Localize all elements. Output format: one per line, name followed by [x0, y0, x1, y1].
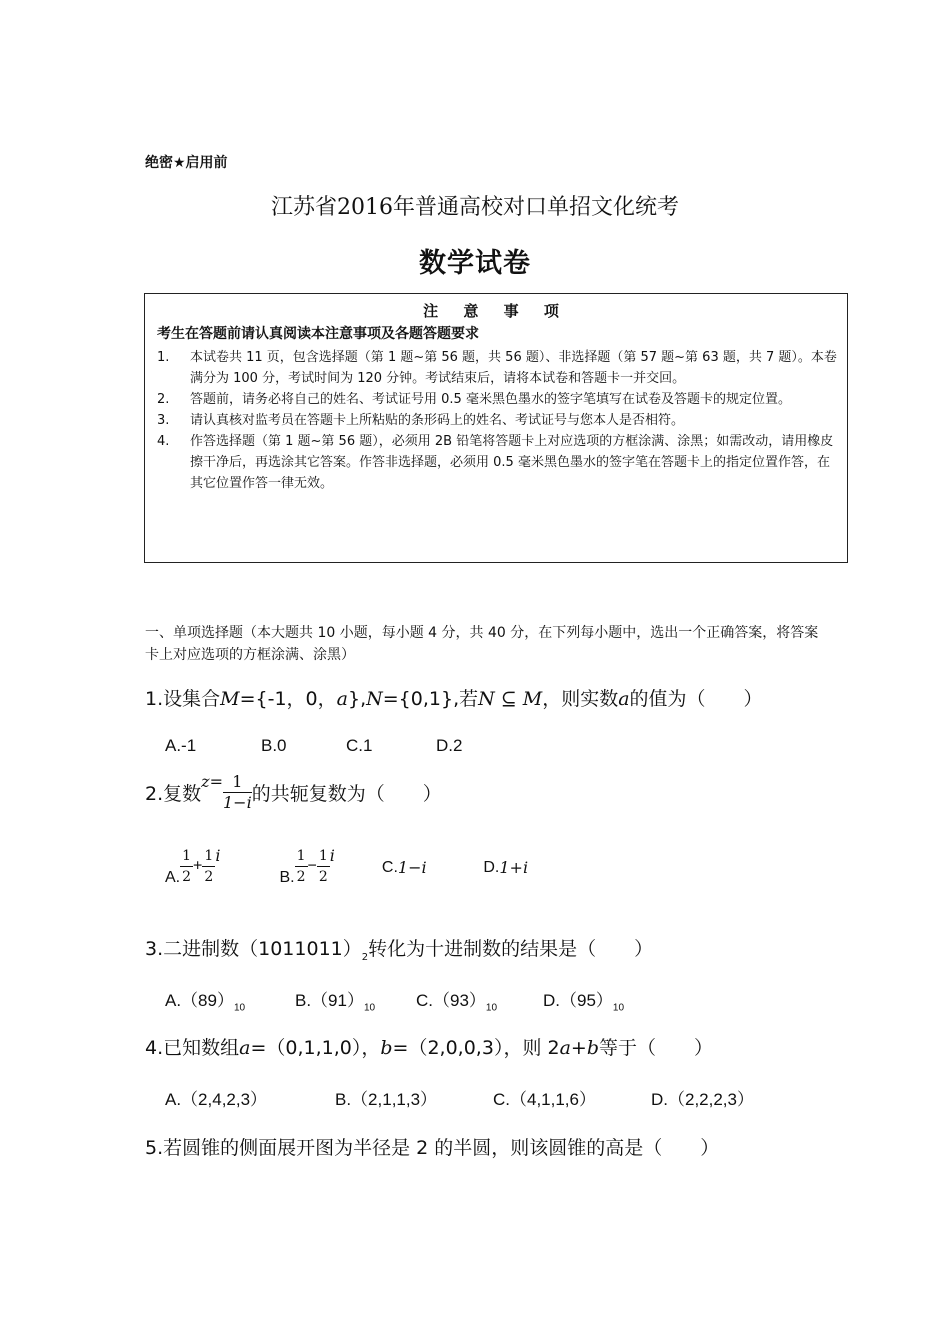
- notice-title: 注 意 事 项: [423, 302, 569, 320]
- notice-item: [157, 431, 837, 494]
- notice-item-number: 3.: [157, 413, 170, 428]
- notice-item-number: 2.: [157, 392, 170, 407]
- q3-prefix: 3.二进制数（1011011）: [145, 938, 362, 960]
- q3-option-d-label: D.（95）: [543, 991, 613, 1010]
- q2-suffix: 的共轭复数为（ ）: [251, 783, 442, 805]
- q3-option-a-label: A.（89）: [165, 991, 234, 1010]
- notice-list: [157, 347, 837, 494]
- notice-item: [157, 347, 837, 389]
- q2-b-frac2: [317, 846, 330, 887]
- q2-option-a[interactable]: [165, 846, 275, 887]
- q2-b-i: i: [329, 846, 335, 865]
- q2-option-a-label: A.: [165, 869, 181, 886]
- notice-subtitle: 考生在答题前请认真阅读本注意事项及各题答题要求: [157, 326, 479, 342]
- q3-option-d-base: 10: [612, 1002, 625, 1014]
- q2-fraction: [223, 772, 252, 813]
- q4-eq-b: =（2,0,0,3），则 2: [392, 1037, 560, 1059]
- q4-option-c[interactable]: C.（4,1,1,6）: [493, 1090, 596, 1109]
- q2-prefix: 2.复数: [145, 783, 202, 805]
- q1-option-d[interactable]: D.2: [436, 736, 463, 755]
- q3-option-c-label: C.（93）: [416, 991, 486, 1010]
- q3-option-c[interactable]: [416, 986, 543, 1013]
- q4-suffix: 等于（ ）: [599, 1037, 714, 1059]
- q2-option-c[interactable]: [382, 858, 479, 877]
- notice-item-number: 4.: [157, 434, 170, 449]
- q2-a-frac2-num: 1: [202, 846, 215, 867]
- question-1-options: [165, 736, 462, 756]
- notice-item-text: 请认真核对监考员在答题卡上所粘贴的条形码上的姓名、考试证号与您本人是否相符。: [190, 413, 685, 428]
- q2-a-frac1-num: 1: [180, 846, 193, 867]
- q4-option-a[interactable]: A.（2,4,2,3）: [165, 1090, 268, 1109]
- q4-option-b[interactable]: B.（2,1,1,3）: [335, 1090, 438, 1109]
- notice-box: [144, 293, 848, 563]
- q2-option-d-value: 1+i: [499, 857, 529, 877]
- section-heading: 一、单项选择题（本大题共 10 小题，每小题 4 分，共 40 分，在下列每小题中，选出一个正确答案，将答案卡上对应选项的方框涂满、涂黑）: [145, 625, 819, 663]
- q3-option-a-base: 10: [233, 1002, 246, 1014]
- q2-b-frac1-num: 1: [295, 846, 308, 867]
- question-3-options: [165, 986, 624, 1013]
- notice-item: [157, 389, 837, 410]
- q4-prefix: 4.已知数组: [145, 1037, 240, 1059]
- q2-a-frac2-den: 2: [204, 869, 214, 885]
- q2-b-frac2-num: 1: [317, 846, 330, 867]
- q2-option-b[interactable]: [279, 846, 377, 887]
- q1-prefix: 1.设集合: [145, 688, 221, 710]
- paper-title: 数学试卷: [419, 248, 531, 279]
- question-2-options: [165, 846, 528, 887]
- question-2: [145, 772, 442, 813]
- q2-a-i: i: [215, 846, 221, 865]
- q2-option-c-label: C.: [381, 858, 398, 876]
- q4-eq-a: =（0,1,1,0），: [250, 1037, 381, 1059]
- q3-base: 2: [361, 951, 369, 963]
- q4-var-b2: b: [586, 1037, 599, 1059]
- q4-var-a: a: [239, 1037, 251, 1059]
- q3-option-d[interactable]: [543, 986, 624, 1013]
- q1-option-c[interactable]: C.1: [346, 736, 373, 755]
- q2-b-frac1-den: 2: [296, 869, 306, 885]
- q2-option-d[interactable]: [483, 858, 528, 877]
- q2-z: z=: [201, 772, 223, 791]
- q2-a-frac1-den: 2: [182, 869, 192, 885]
- q2-b-minus: −: [307, 857, 317, 875]
- q3-option-b-base: 10: [363, 1002, 376, 1014]
- q1-eq2: },: [347, 688, 367, 710]
- q1-var-a: a: [336, 688, 348, 710]
- notice-item-number: 1.: [157, 350, 170, 365]
- question-4-options: [165, 1085, 754, 1110]
- notice-item: [157, 410, 837, 431]
- q3-option-c-base: 10: [485, 1002, 498, 1014]
- notice-item-text: 作答选择题（第 1 题~第 56 题），必须用 2B 铅笔将答题卡上对应选项的方框涂满、涂黑；如需改动，请用橡皮擦干净后，再选涂其它答案。作答非选择题，必须用 0.5 毫米黑色墨水的签字笔在答题卡上的指定位置作答，在其它位置作答一律无效。: [190, 434, 834, 491]
- q4-var-a2: a: [559, 1037, 571, 1059]
- q1-eq3: ={0,1},若: [382, 688, 479, 710]
- q2-option-b-label: B.: [279, 869, 295, 886]
- q1-tail: 的值为（ ）: [629, 688, 763, 710]
- q3-option-a[interactable]: [165, 986, 295, 1013]
- q1-eq1: ={-1，0，: [239, 688, 337, 710]
- q1-suffix: ，则实数: [542, 688, 619, 710]
- exam-title: 江苏省2016年普通高校对口单招文化统考: [271, 195, 679, 220]
- q2-b-frac2-den: 2: [318, 869, 328, 885]
- q3-option-b-label: B.（91）: [295, 991, 364, 1010]
- question-3: [145, 934, 653, 963]
- q2-b-frac1: [295, 846, 308, 887]
- q2-option-c-value: 1−i: [397, 857, 427, 877]
- q2-a-plus: +: [193, 857, 203, 875]
- question-4: [145, 1033, 713, 1060]
- q2-a-frac2: [202, 846, 215, 887]
- question-5: 5.若圆锥的侧面展开图为半径是 2 的半圆，则该圆锥的高是（ ）: [145, 1137, 720, 1159]
- q1-set-n: N: [366, 688, 383, 710]
- q1-option-b[interactable]: B.0: [261, 736, 287, 755]
- q1-condition: N ⊆ M: [478, 688, 543, 710]
- question-1: [145, 684, 763, 711]
- q4-plus: +: [570, 1037, 587, 1059]
- q2-numerator: 1: [223, 772, 252, 793]
- notice-item-text: 答题前，请务必将自己的姓名、考试证号用 0.5 毫米黑色墨水的签字笔填写在试卷及答题卡的规定位置。: [190, 392, 791, 407]
- notice-item-text: 本试卷共 11 页，包含选择题（第 1 题~第 56 题，共 56 题）、非选择题（第 57 题~第 63 题，共 7 题）。本卷满分为 100 分，考试时间为 120 分钟。考试结束后，请将本试卷和答题卡一并交回。: [190, 350, 837, 386]
- q3-option-b[interactable]: [295, 986, 416, 1013]
- q2-option-d-label: D.: [483, 858, 500, 876]
- q2-denominator: 1−i: [222, 793, 252, 812]
- q1-var-a2: a: [618, 688, 630, 710]
- q4-option-d[interactable]: D.（2,2,2,3）: [651, 1090, 754, 1109]
- q2-a-frac1: [180, 846, 193, 887]
- secret-label: 绝密★启用前: [145, 155, 228, 171]
- q3-suffix: 转化为十进制数的结果是（ ）: [368, 938, 654, 960]
- q1-set-m: M: [220, 688, 240, 710]
- q1-option-a[interactable]: A.-1: [165, 736, 197, 755]
- q4-var-b: b: [380, 1037, 393, 1059]
